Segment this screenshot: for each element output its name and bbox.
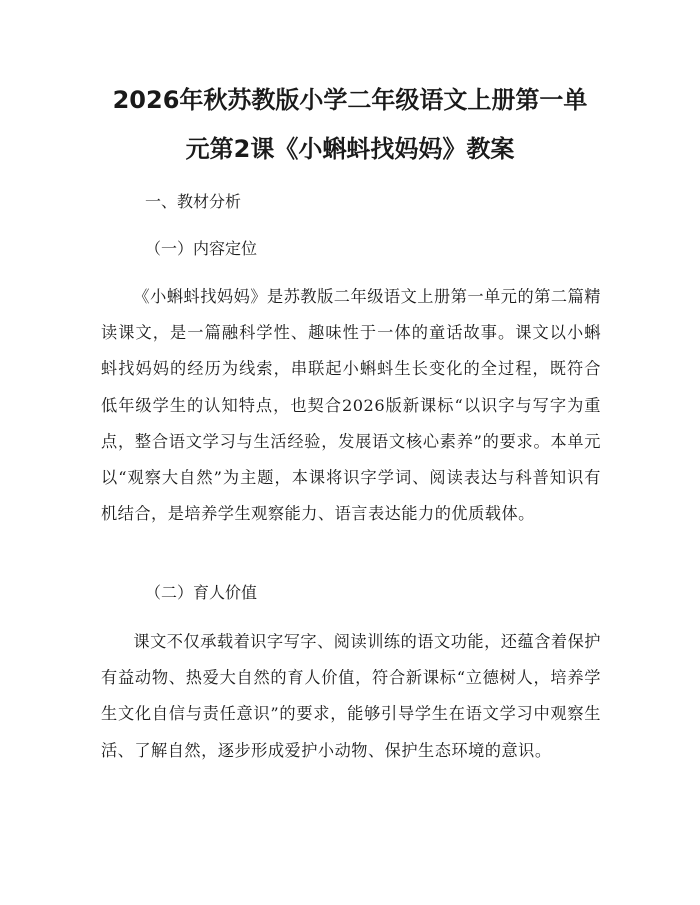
- section-heading-textbook-analysis: 一、教材分析: [145, 192, 242, 211]
- subsection-heading-content-positioning: （一）内容定位: [145, 239, 258, 258]
- paragraph-content-positioning: 《小蝌蚪找妈妈》是苏教版二年级语文上册第一单元的第二篇精读课文，是一篇融科学性、趣味性于一体的童话故事。课文以小蝌蚪找妈妈的经历为线索，串联起小蝌蚪生长变化的全过程，既符合低年级学生的认知特点，也契合2026版新课标“以识字与写字为重点，整合语文学习与生活经验，发展语文核心素养”的要求。本单元以“观察大自然”为主题，本课将识字学词、阅读表达与科普知识有机结合，是培养学生观察能力、语言表达能力的优质载体。: [101, 287, 601, 524]
- document-title-line-2: 元第2课《小蝌蚪找妈妈》教案: [185, 135, 515, 163]
- paragraph-educational-value: 课文不仅承载着识字写字、阅读训练的语文功能，还蕴含着保护有益动物、热爱大自然的育人价值，符合新课标“立德树人，培养学生文化自信与责任意识”的要求，能够引导学生在语文学习中观察生活、了解自然，逐步形成爱护小动物、保护生态环境的意识。: [101, 632, 601, 760]
- document-title-line-1: 2026年秋苏教版小学二年级语文上册第一单: [112, 86, 588, 114]
- subsection-heading-educational-value: （二）育人价值: [145, 583, 258, 602]
